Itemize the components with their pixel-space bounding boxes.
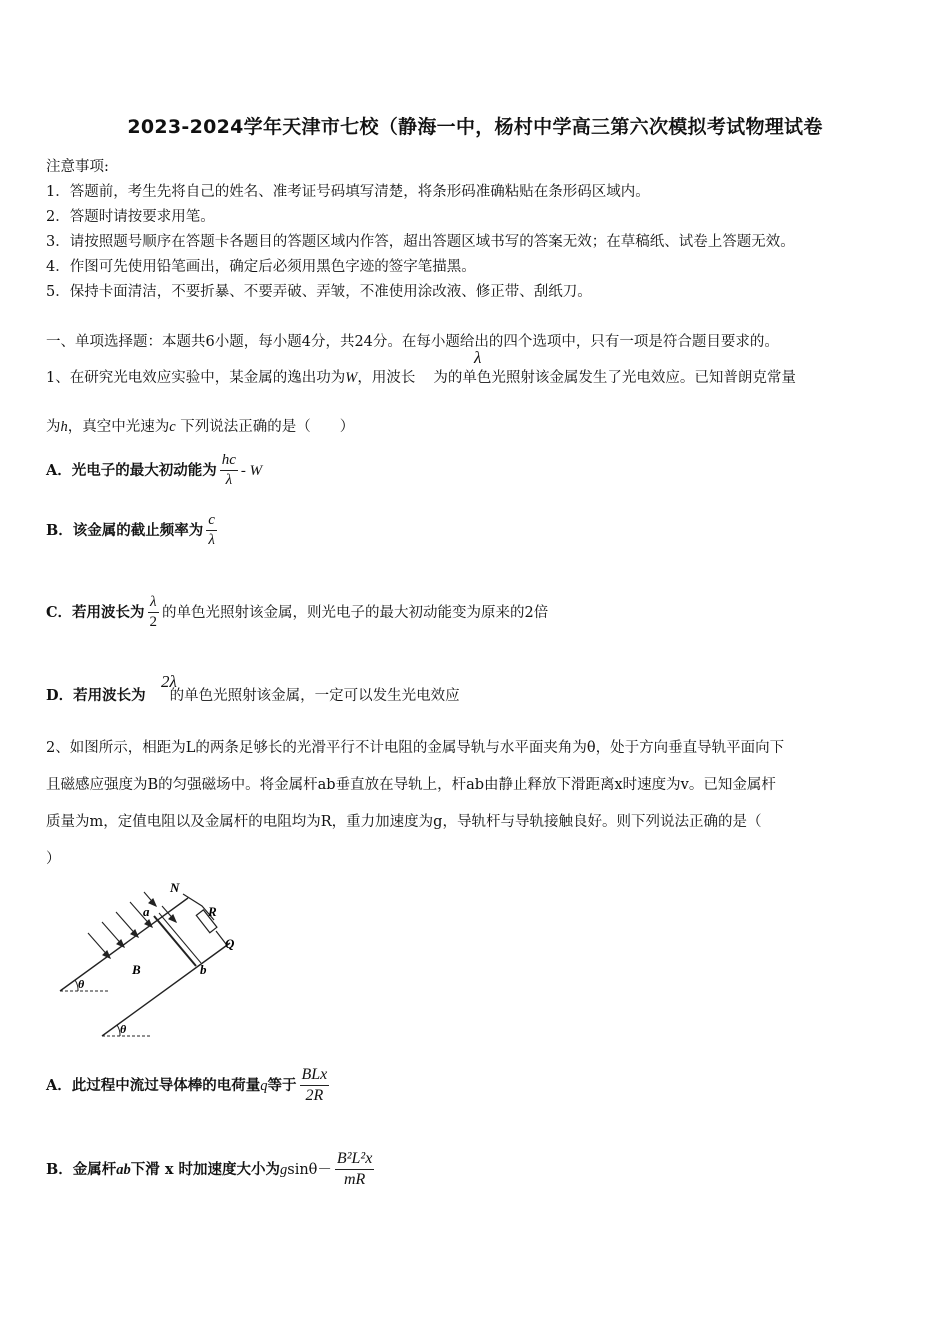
q2-stem-line4: ） [46,851,61,867]
q2-stem-line2: 且磁感应强度为B的匀强磁场中。将金属杆ab垂直放在导轨上，杆ab由静止释放下滑距离x时速度为v。已知金属杆 [46,777,776,793]
q2-option-b[interactable]: B．金属杆ab下滑 x 时加速度大小为gsinθ－ $\frac{\text{B²L²x}}{mR}$ [46,1150,373,1189]
q1-option-b[interactable]: B．该金属的截止频率为 $\frac{c}{\lambda}$ [46,512,215,549]
note-item: 2．答题时请按要求用笔。 [46,209,215,225]
q2-stem-line1: 2、如图所示，相距为L的两条足够长的光滑平行不计电阻的金属导轨与水平面夹角为θ，处于方向垂直导轨平面向下 [46,740,785,756]
page-title: 2023-2024学年天津市七校（静海一中，杨村中学高三第六次模拟考试物理试卷 [127,116,823,138]
notes-heading: 注意事项: [46,159,109,175]
q1-option-a[interactable]: A．光电子的最大初动能为 $\frac{hc}{\lambda}$ - W [46,452,263,489]
label-b: b [200,962,207,977]
fraction-blx-over-2r: $\frac{\text{BLx}}{2R}$ [301,1066,328,1105]
note-item: 4．作图可先使用铅笔画出，确定后必须用黑色字迹的签字笔描黑。 [46,259,476,275]
incline-rail-figure [50,876,250,1046]
note-item: 1．答题前，考生先将自己的姓名、准考证号码填写清楚，将条形码准确粘贴在条形码区域内。 [46,184,650,200]
q1-option-c[interactable]: C．若用波长为 $\frac{\lambda}{2}$ 的单色光照射该金属，则光电子的最大初动能变为原来的2倍 [46,594,549,631]
fraction-b2l2x-over-mr: $\frac{\text{B²L²x}}{mR}$ [336,1150,373,1189]
label-theta-upper: θ [78,977,85,991]
label-a: a [143,904,150,919]
fraction-lambda-over-2: $\frac{\lambda}{2}$ [149,594,158,631]
label-B: B [132,962,141,977]
note-item: 3．请按照题号顺序在答题卡各题目的答题区域内作答，超出答题区域书写的答案无效；在草稿纸、试卷上答题无效。 [46,234,795,250]
q1-stem-line1: 1、在研究光电效应实验中，某金属的逸出功为W，用波长 为的单色光照射该金属发生了光电效应。已知普朗克常量 [46,370,796,386]
label-N: N [170,880,180,895]
two-lambda-symbol: 2λ [161,672,177,691]
q1-stem-line2: 为h，真空中光速为c 下列说法正确的是（ ） [46,419,355,435]
note-item: 5．保持卡面清洁，不要折暴、不要弄破、弄皱，不准使用涂改液、修正带、刮纸刀。 [46,284,592,300]
section-heading: 一、单项选择题：本题共6小题，每小题4分，共24分。在每小题给出的四个选项中，只有一项是符合题目要求的。 [46,334,779,350]
label-theta-lower: θ [120,1022,127,1036]
label-Q: Q [225,936,235,951]
fraction-hc-over-lambda: $\frac{hc}{\lambda}$ [221,452,236,489]
label-R: R [208,904,217,919]
lambda-symbol: λ [474,348,482,367]
q2-stem-line3: 质量为m，定值电阻以及金属杆的电阻均为R，重力加速度为g，导轨杆与导轨接触良好。则下列说法正确的是（ [46,814,762,830]
q1-option-d[interactable]: D．若用波长为 的单色光照射该金属，一定可以发生光电效应 [46,687,460,704]
q2-option-a[interactable]: A．此过程中流过导体棒的电荷量q等于 $\frac{\text{BLx}}{2R}$ [46,1066,328,1105]
fraction-c-over-lambda: $\frac{c}{\lambda}$ [208,512,215,549]
